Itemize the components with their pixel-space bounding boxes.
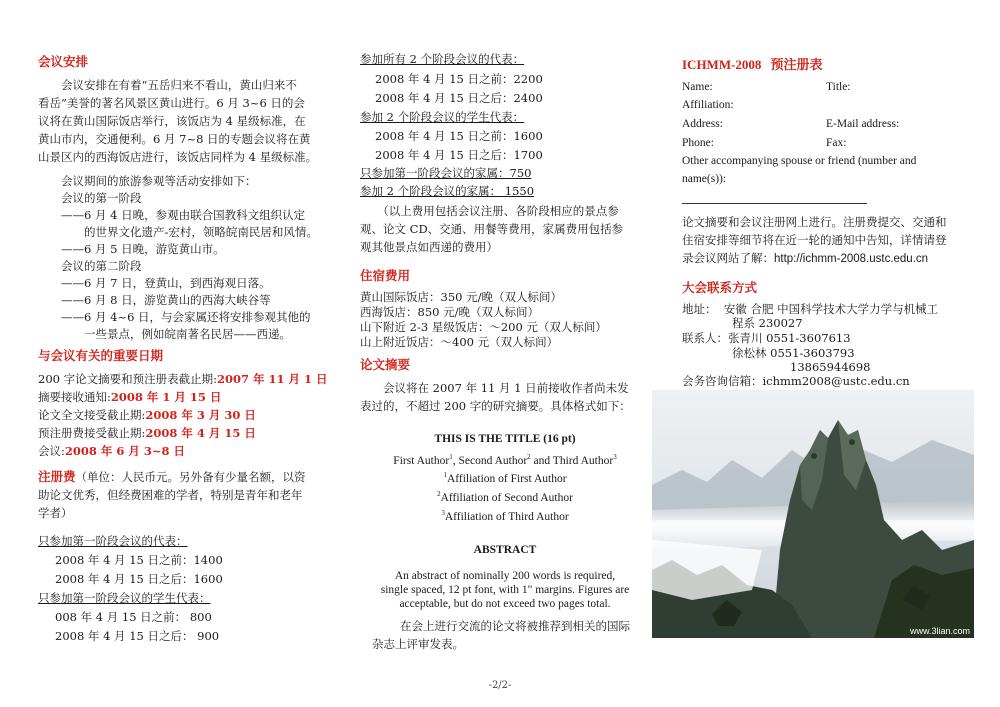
fee-line: 2008 年 4 月 15 日之前：1400 (55, 553, 223, 567)
heading-schedule: 会议安排 (38, 54, 89, 69)
tour-line: ——6 月 8 日，游览黄山的西海大峡谷等 (38, 293, 271, 307)
tour-line: 会议期间的旅游参观等活动安排如下： (38, 174, 257, 188)
sample-abstract-line: acceptable, but do not exceed two pages total. (399, 598, 611, 610)
fee-group-title: 参加所有 2 个阶段会议的代表： (360, 52, 525, 66)
fee-group-title: 只参加第一阶段会议的代表： (38, 534, 188, 548)
heading-abstract: 论文摘要 (360, 357, 411, 372)
schedule-line: 黄山市内，交通便利。6 月 7~8 日的专题会议将在黄 (38, 132, 311, 146)
date-item: 论文全文接受截止期:2008 年 3 月 30 日 (38, 408, 256, 422)
date-item: 摘要接收通知:2008 年 1 月 15 日 (38, 390, 222, 404)
tour-line: 一些景点，例如皖南著名民居——西递。 (38, 327, 291, 341)
tour-line: ——6 月 4~6 日，与会家属还将安排参观其他的 (38, 310, 311, 324)
fee-line: 2008 年 4 月 15 日之前：1600 (375, 129, 543, 143)
fee-note: 助论文优秀，但经费困难的学者，特别是青年和老年 (38, 488, 303, 502)
form-email-label: E-Mail address: (826, 118, 900, 130)
tour-line: 会议的第二阶段 (38, 259, 142, 273)
contact-address: 地址： 安徽 合肥 中国科学技术大学力学与机械工 (682, 302, 939, 316)
online-note: 论文摘要和会议注册网上进行。注册费提交、交通和 (682, 215, 947, 229)
heading-fee: 注册费 (38, 469, 76, 484)
heading-dates: 与会议有关的重要日期 (38, 348, 164, 363)
tour-line: 会议的第一阶段 (38, 191, 142, 205)
sample-abstract-line: single spaced, 12 pt font, with 1" margins. Figures are (380, 584, 630, 596)
heading-hotel: 住宿费用 (360, 268, 411, 283)
heading-registration-form: ICHMM-2008 预注册表 (682, 57, 823, 73)
contact-address: 程系 230027 (732, 316, 803, 330)
sample-abstract-line: An abstract of nominally 200 words is required, (394, 570, 616, 582)
abstract-intro: 会议将在 2007 年 11 月 1 日前接收作者尚未发 (360, 381, 629, 395)
fee-inclusion: 观、论文 CD、交通、用餐等费用，家属费用包括参 (360, 222, 624, 236)
fee-group-title: 参加 2 个阶段会议的学生代表： (360, 110, 525, 124)
fee-group-title: 只参加第一阶段会议的学生代表： (38, 591, 211, 605)
form-name-label: Name: (682, 81, 713, 93)
schedule-line: 议将在黄山国际饭店举行，该饭店为 4 星级标准，在 (38, 114, 306, 128)
journal-note: 杂志上评审发表。 (372, 637, 464, 651)
form-affiliation-label: Affiliation: (682, 99, 734, 111)
online-note: 住宿安排等细节将在近一轮的通知中告知，详情请登 (682, 233, 947, 247)
sample-affiliation: $^2$Affiliation of Second Author (437, 490, 573, 504)
journal-note: 在会上进行交流的论文将被推荐到相关的国际 (400, 619, 630, 633)
contact-person: 联系人：张青川 0551-3607613 (682, 331, 851, 345)
fee-note: 学者） (38, 506, 73, 520)
online-note: 录会议网站了解：http://ichmm-2008.ustc.edu.cn (682, 251, 929, 265)
fee-line: 2008 年 4 月 15 日之前：2200 (375, 72, 543, 86)
contact-email: 会务咨询信箱：ichmm2008@ustc.edu.cn (682, 374, 910, 388)
date-item: 会议:2008 年 6 月 3~8 日 (38, 444, 186, 458)
page-number: -2/2- (488, 680, 512, 691)
sample-title: THIS IS THE TITLE (16 pt) (434, 433, 576, 445)
tour-line: ——6 月 5 日晚，游览黄山市。 (38, 242, 225, 256)
fee-line: 2008 年 4 月 15 日之后： 900 (55, 629, 220, 643)
form-title-label: Title: (826, 81, 851, 93)
tour-line: ——6 月 4 日晚，参观由联合国教科文组织认定 (38, 208, 306, 222)
fee-inclusion: 观其他景点如西递的费用） (360, 240, 498, 254)
abstract-intro: 表过的，不超过 200 字的研究摘要。具体格式如下： (360, 399, 631, 413)
contact-phone: 13865944698 (790, 360, 871, 374)
contact-person: 徐松林 0551-3603793 (732, 346, 855, 360)
hotel-line: 山下附近 2-3 星级饭店：～200 元（双人标间） (360, 320, 607, 334)
family-fee: 参加 2 个阶段会议的家属： 1550 (360, 184, 535, 198)
tour-line: 的世界文化遗产-宏村，领略皖南民居和风情。 (38, 225, 318, 239)
huangshan-photo (652, 390, 974, 638)
form-divider (682, 203, 867, 204)
form-other-label: name(s)): (682, 173, 727, 185)
form-other-label: Other accompanying spouse or friend (number and (682, 155, 917, 167)
website-link[interactable]: http://ichmm-2008.ustc.edu.cn (774, 253, 929, 265)
sample-affiliation: $^1$Affiliation of First Author (443, 471, 567, 485)
fee-intro: 注册费（单位：人民币元。另外备有少量名额，以资 (38, 469, 306, 484)
schedule-line: 山景区内的西海饭店进行，该饭店同样为 4 星级标准。 (38, 150, 318, 164)
sample-authors: First Author$^1$, Second Author$^2$ and Third Author$^3$ (393, 453, 617, 467)
photo-watermark: www.3lian.com (909, 626, 970, 636)
hotel-line: 黄山国际饭店：350 元/晚（双人标间） (360, 290, 562, 304)
schedule-line: 看岳”美誉的著名风景区黄山进行。6 月 3~6 日的会 (38, 96, 305, 110)
form-phone-label: Phone: (682, 137, 714, 149)
fee-inclusion: （以上费用包括会议注册、各阶段相应的景点参 (360, 204, 619, 218)
fee-line: 2008 年 4 月 15 日之后：1600 (55, 572, 223, 586)
fee-line: 2008 年 4 月 15 日之后：1700 (375, 148, 543, 162)
date-item: 200 字论文摘要和预注册表截止期:2007 年 11 月 1 日 (38, 372, 328, 386)
date-item: 预注册费接受截止期:2008 年 4 月 15 日 (38, 426, 256, 440)
email-link[interactable]: ichmm2008@ustc.edu.cn (762, 374, 910, 388)
sample-affiliation: $^3$Affiliation of Third Author (441, 509, 569, 523)
schedule-line: 会议安排在有着“五岳归来不看山，黄山归来不 (38, 78, 297, 92)
heading-contact: 大会联系方式 (682, 280, 758, 295)
hotel-line: 山上附近饭店：～400 元（双人标间） (360, 335, 559, 349)
form-address-label: Address: (682, 118, 723, 130)
family-fee: 只参加第一阶段会议的家属：750 (360, 166, 532, 180)
tour-line: ——6 月 7 日，登黄山，到西海观日落。 (38, 276, 271, 290)
fee-line: 2008 年 4 月 15 日之后：2400 (375, 91, 543, 105)
sample-abstract-heading: ABSTRACT (473, 544, 537, 556)
form-fax-label: Fax: (826, 137, 847, 149)
hotel-line: 西海饭店：850 元/晚（双人标间） (360, 305, 539, 319)
fee-line: 008 年 4 月 15 日之前： 800 (55, 610, 212, 624)
